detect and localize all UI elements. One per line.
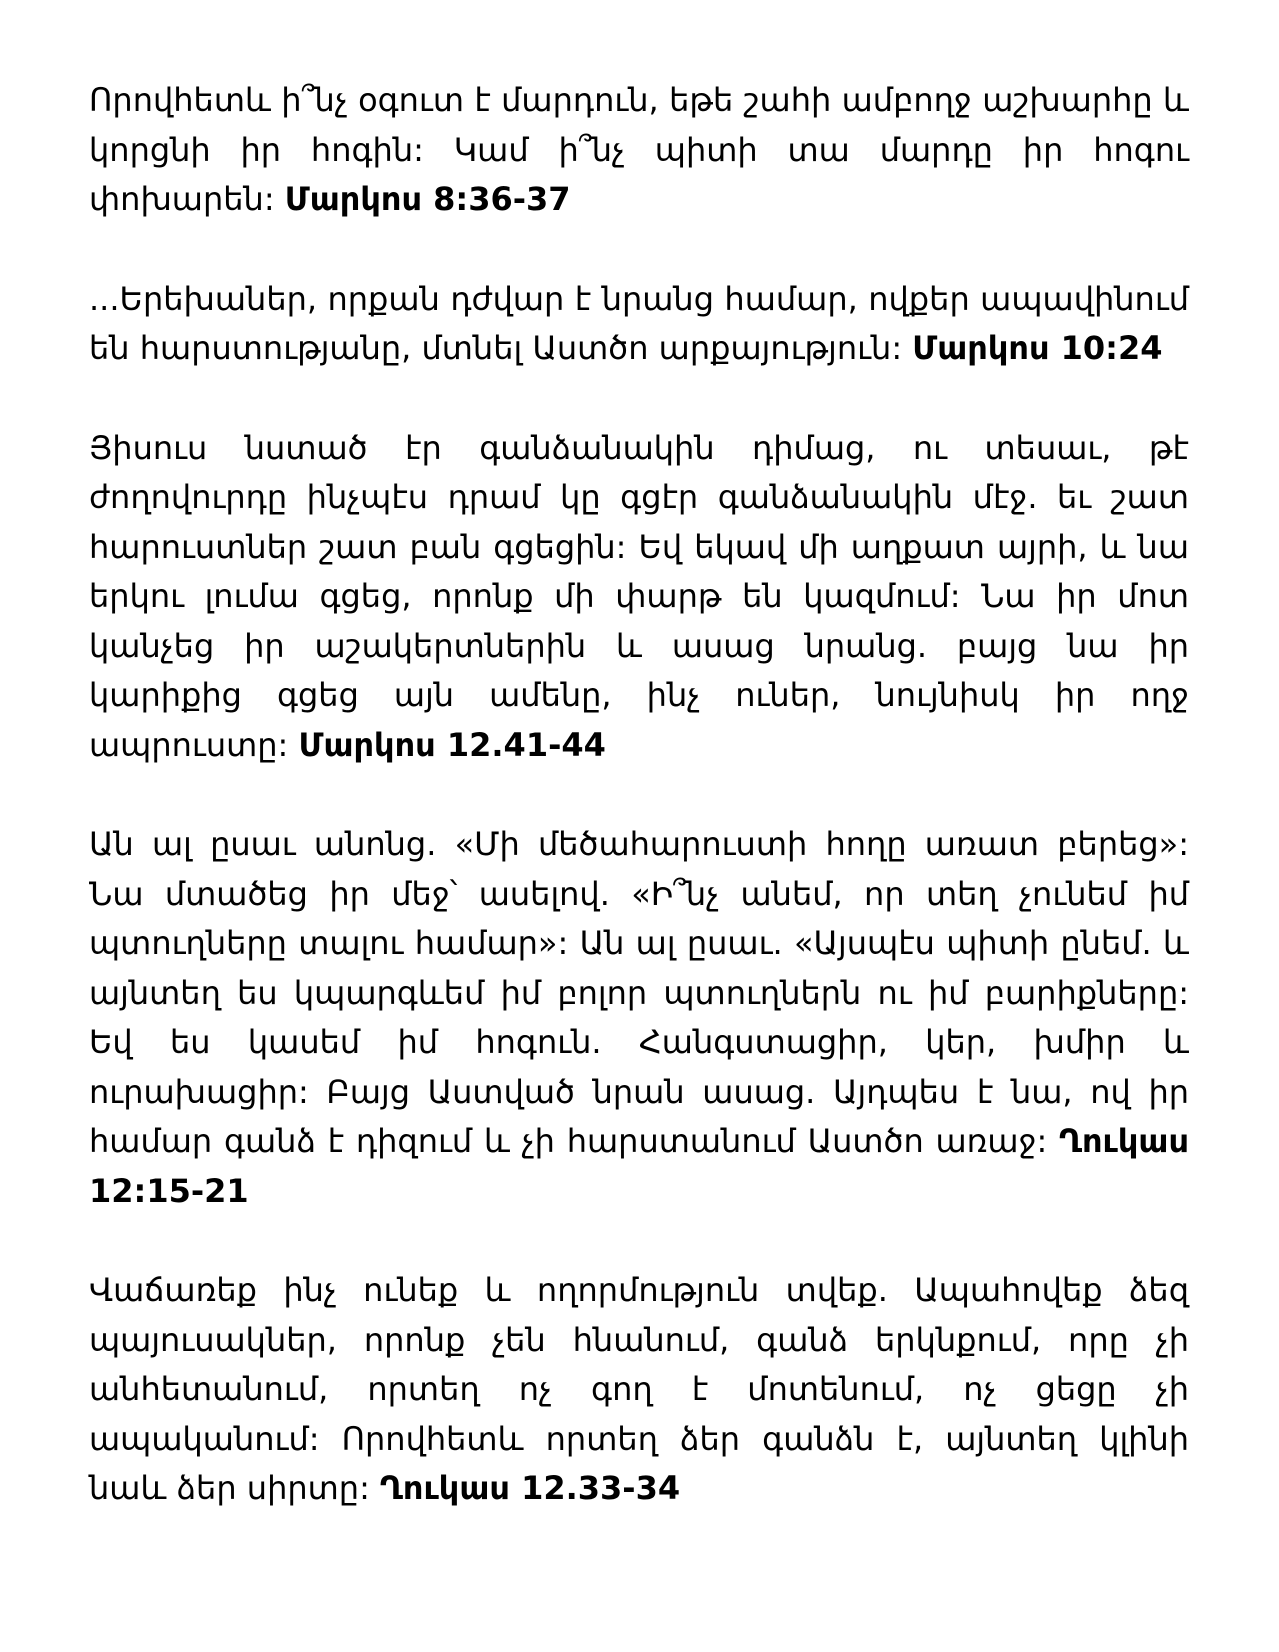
passage-4 xyxy=(89,820,1189,1216)
scripture-reference: Մարկոս 10:24 xyxy=(912,329,1163,367)
passage-text: Որովհետև ի՞նչ օգուտ է մարդուն, եթե շահի ամբողջ աշխարհը և կորցնի իր հոգին: Կամ ի՞նչ պիտի տա մարդը իր հոգու փոխարեն: xyxy=(89,81,1189,218)
scripture-reference: Մարկոս 8:36-37 xyxy=(284,180,571,218)
passage-3 xyxy=(89,424,1189,771)
passage-text: Վաճառեք ինչ ունեք և ողորմություն տվեք. Ապահովեք ձեզ պայուսակներ, որոնք չեն հնանում, գանձ երկնքում, որը չի անհետանում, որտեղ ոչ գող է մոտենում, ոչ ցեցը չի ապականում: Որովհետև որտեղ ձեր գանձն է, այնտեղ կլինի նաև ձեր սիրտը: xyxy=(89,1271,1189,1507)
passage-2 xyxy=(89,275,1189,374)
passage-5 xyxy=(89,1266,1189,1514)
scripture-reference: Մարկոս 12.41-44 xyxy=(298,725,606,764)
scripture-reference: Ղուկաս 12.33-34 xyxy=(380,1469,681,1507)
passage-text: Յիսուս նստած էր գանձանակին դիմաց, ու տեսաւ, թէ ժողովուրդը ինչպէս դրամ կը գցէր գանձանակին մէջ. եւ շատ հարուստներ շատ բան գցեցին: Եվ եկավ մի աղքատ այրի, և նա երկու լումա գցեց, որոնք մի փարթ են կազմում: Նա իր մոտ կանչեց իր աշակերտներին և ասաց նրանց. բայց նա իր կարիքից գցեց այն ամենը, ինչ ուներ, նույնիսկ իր ողջ ապրուստը: xyxy=(89,428,1189,764)
passage-text: ...Երեխաներ, որքան դժվար է նրանց համար, ովքեր ապավինում են հարստությանը, մտնել Աստծո արքայություն: xyxy=(89,279,1189,367)
passage-text: Ան ալ ըսաւ անոնց. «Մի մեծահարուստի հողը առատ բերեց»: Նա մտածեց իր մեջ՝ ասելով. «Ի՞նչ անեմ, որ տեղ չունեմ իմ պտուղները տալու համար»: Ան ալ ըսաւ. «Այսպէս պիտի ընեմ. և այնտեղ ես կպարգևեմ իմ բոլոր պտուղներն ու իմ բարիքները: Եվ ես կասեմ իմ հոգուն. Հանգստացիր, կեր, խմիր և ուրախացիր: Բայց Աստված նրան ասաց. Այդպես է նա, ով իր համար գանձ է դիզում և չի հարստանում Աստծո առաջ: xyxy=(89,825,1189,1160)
document-page xyxy=(89,76,1189,1564)
scripture-reference: Ղուկաս 12:15-21 xyxy=(89,1122,1189,1210)
passage-1 xyxy=(89,76,1189,225)
